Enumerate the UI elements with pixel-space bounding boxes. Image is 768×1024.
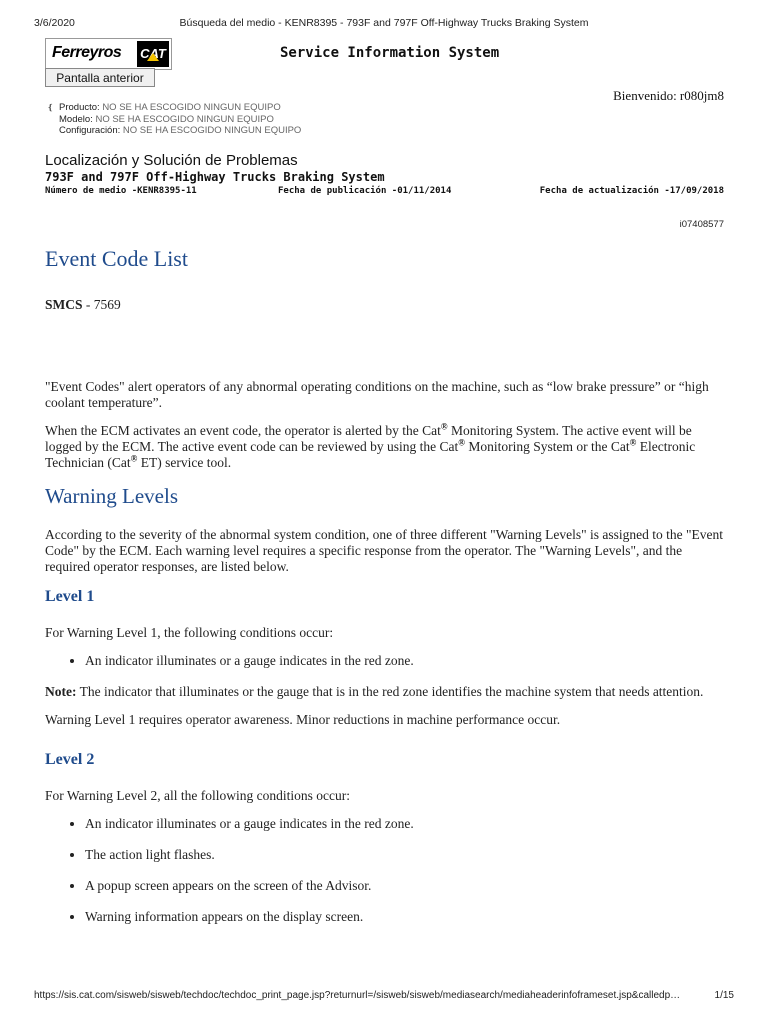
document-product: 793F and 797F Off-Highway Trucks Braking System — [45, 170, 385, 184]
print-date: 3/6/2020 — [34, 17, 75, 29]
equipment-model-row — [47, 114, 301, 126]
equipment-config-row — [47, 125, 301, 137]
print-header — [34, 17, 734, 31]
level-2-intro: For Warning Level 2, all the following conditions occur: — [45, 788, 350, 803]
sis-title: Service Information System — [280, 45, 500, 61]
warning-levels-intro: According to the severity of the abnormal system condition, one of three different "Warning Levels" is assigned to the "Event Code" by the ECM. Each warning level requires a specific response from the operator. The "Warning Levels", and the required operator responses, are listed below. — [45, 527, 724, 574]
equipment-product-row — [47, 102, 301, 114]
registered-mark: ® — [130, 453, 138, 464]
list-item: • Warning information appears on the display screen. — [85, 909, 730, 925]
warning-levels-heading: Warning Levels — [45, 484, 179, 508]
document-category: Localización y Solución de Problemas — [45, 152, 298, 169]
list-item: • An indicator illuminates or a gauge indicates in the red zone. — [85, 816, 730, 832]
cat-triangle-icon — [147, 53, 159, 61]
list-item: • The action light flashes. — [85, 847, 730, 863]
arrow-icon: ❴ — [47, 103, 54, 112]
ecm-paragraph: When the ECM activates an event code, the operator is alerted by the Cat® Monitoring System. The active event will be logged by the ECM. The active event code can be reviewed by using the Cat® Monitoring System or the Cat® Electronic Technician (Cat® ET) service tool. — [45, 421, 696, 470]
equipment-info — [47, 102, 301, 137]
document-id: i07408577 — [679, 219, 724, 230]
note-text: The indicator that illuminates or the gauge that is in the red zone identifies the machine system that needs attention. — [76, 684, 704, 699]
equipment-label: Producto: — [59, 102, 100, 113]
equipment-value: NO SE HA ESCOGIDO NINGUN EQUIPO — [102, 102, 281, 113]
publication-date: Fecha de publicación -01/11/2014 — [278, 186, 452, 196]
level-1-intro: For Warning Level 1, the following conditions occur: — [45, 625, 334, 640]
list-item: • An indicator illuminates or a gauge indicates in the red zone. — [85, 653, 730, 669]
equipment-value: NO SE HA ESCOGIDO NINGUN EQUIPO — [95, 113, 274, 125]
welcome-text: Bienvenido: r080jm8 — [613, 88, 724, 103]
equipment-label: Modelo: — [59, 113, 93, 125]
cat-logo: CAT — [137, 41, 169, 67]
level-1-note — [45, 684, 730, 700]
print-footer — [34, 990, 734, 1004]
level-1-list — [45, 653, 730, 669]
page-title: Event Code List — [45, 246, 188, 271]
registered-mark: ® — [629, 437, 637, 448]
level-2-heading: Level 2 — [45, 751, 95, 768]
note-label: Note: — [45, 684, 77, 699]
print-title: Búsqueda del medio - KENR8395 - 793F and 797F Off-Highway Trucks Braking System — [179, 17, 589, 29]
smcs-label: SMCS — [45, 297, 83, 312]
page-number: 1/15 — [714, 990, 734, 1001]
level-1-heading: Level 1 — [45, 588, 95, 605]
level-2-list — [45, 816, 730, 925]
ferreyros-cat-logo — [45, 38, 172, 70]
intro-paragraph: "Event Codes" alert operators of any abnormal operating conditions on the machine, such as “low brake pressure” or “high coolant temperature”. — [45, 379, 709, 410]
list-item: • A popup screen appears on the screen of the Advisor. — [85, 878, 730, 894]
registered-mark: ® — [458, 437, 465, 448]
update-date: Fecha de actualización -17/09/2018 — [539, 186, 724, 196]
print-url: https://sis.cat.com/sisweb/sisweb/techdoc/techdoc_print_page.jsp?returnurl=/sisweb/sisweb/mediasearch/mediaheaderinfoframeset.jsp&calledp… — [34, 990, 681, 1001]
equipment-value: NO SE HA ESCOGIDO NINGUN EQUIPO — [122, 125, 302, 136]
ferreyros-logo-text: Ferreyros — [52, 44, 122, 61]
smcs-code — [45, 297, 730, 313]
back-button[interactable]: Pantalla anterior — [45, 68, 155, 87]
smcs-value: - 7569 — [82, 297, 121, 312]
document-content — [45, 245, 730, 940]
registered-mark: ® — [440, 421, 448, 432]
media-number: Número de medio -KENR8395-11 — [45, 186, 197, 196]
level-1-requirement: Warning Level 1 requires operator awareness. Minor reductions in machine performance occur. — [45, 712, 561, 727]
equipment-label: Configuración: — [59, 125, 121, 136]
